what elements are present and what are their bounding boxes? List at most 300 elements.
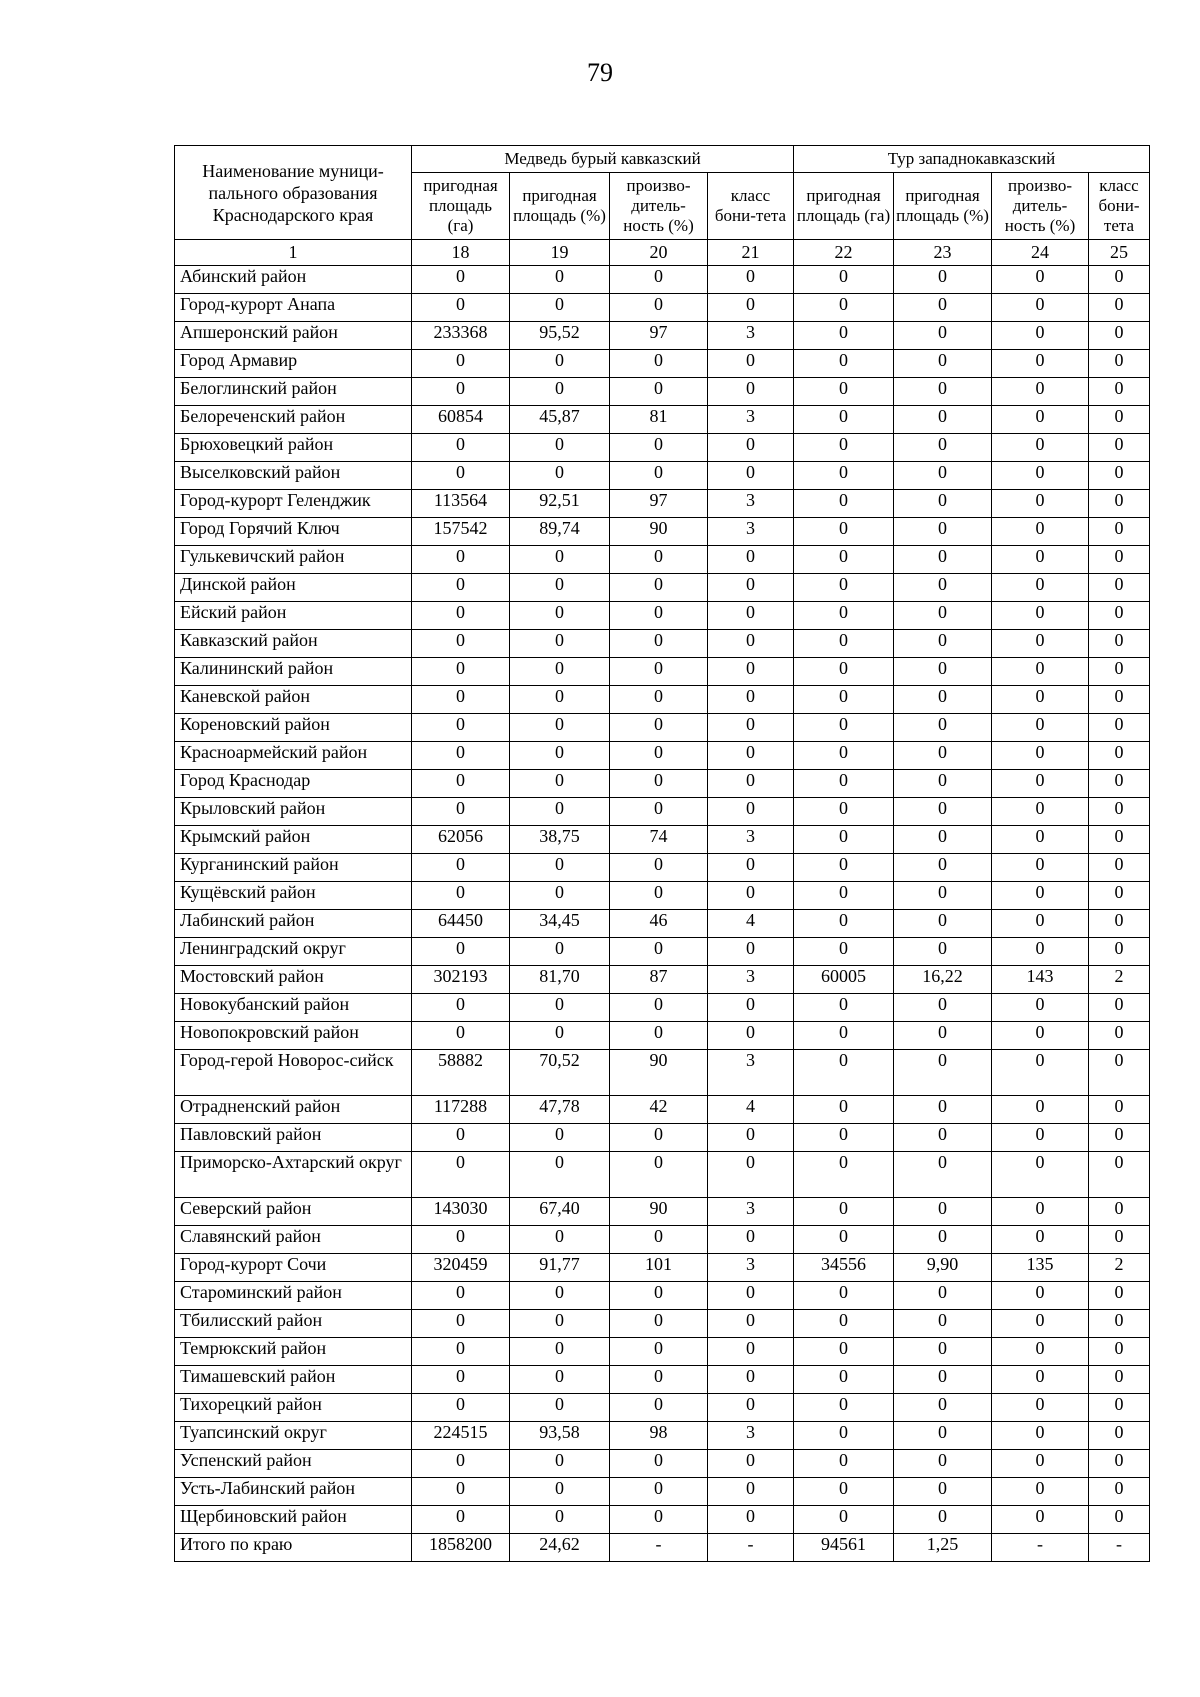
value-cell: 0	[794, 546, 894, 574]
value-cell: 0	[412, 602, 510, 630]
municipality-name: Новопокровский район	[175, 1022, 412, 1050]
value-cell: 0	[510, 854, 610, 882]
table-row	[175, 1254, 1150, 1282]
value-cell: 0	[894, 1422, 992, 1450]
value-cell: 0	[1089, 294, 1150, 322]
value-cell: 0	[610, 1310, 708, 1338]
value-cell: 42	[610, 1096, 708, 1124]
value-cell: 0	[992, 1022, 1089, 1050]
value-cell: 0	[610, 1282, 708, 1310]
value-cell: 0	[1089, 854, 1150, 882]
value-cell: 0	[1089, 1366, 1150, 1394]
table-row	[175, 294, 1150, 322]
value-cell: 34556	[794, 1254, 894, 1282]
value-cell: 0	[610, 378, 708, 406]
municipality-name: Абинский район	[175, 266, 412, 294]
value-cell: 0	[1089, 406, 1150, 434]
table-row	[175, 1096, 1150, 1124]
value-cell: 0	[992, 686, 1089, 714]
value-cell: 0	[510, 1310, 610, 1338]
value-cell: 89,74	[510, 518, 610, 546]
value-cell: 0	[412, 1022, 510, 1050]
value-cell: 4	[708, 1096, 794, 1124]
value-cell: 0	[610, 434, 708, 462]
value-cell: 0	[412, 1310, 510, 1338]
value-cell: 0	[794, 770, 894, 798]
subheader-tur-area-ha: пригодная площадь (га)	[794, 173, 894, 240]
value-cell: 0	[708, 714, 794, 742]
table-row	[175, 770, 1150, 798]
value-cell: 81	[610, 406, 708, 434]
table-row	[175, 1422, 1150, 1450]
municipality-name: Староминский район	[175, 1282, 412, 1310]
value-cell: 67,40	[510, 1198, 610, 1226]
value-cell: 90	[610, 1050, 708, 1096]
table-row	[175, 686, 1150, 714]
value-cell: 0	[992, 742, 1089, 770]
value-cell: 0	[1089, 798, 1150, 826]
value-cell: 0	[894, 910, 992, 938]
value-cell: 0	[1089, 742, 1150, 770]
value-cell: 0	[894, 1198, 992, 1226]
value-cell: 0	[794, 518, 894, 546]
table-row	[175, 266, 1150, 294]
value-cell: 0	[1089, 602, 1150, 630]
value-cell: 0	[1089, 994, 1150, 1022]
value-cell: 0	[412, 1226, 510, 1254]
table-row	[175, 994, 1150, 1022]
value-cell: 0	[992, 1422, 1089, 1450]
table-row	[175, 406, 1150, 434]
table-row	[175, 1226, 1150, 1254]
municipality-name: Тбилисский район	[175, 1310, 412, 1338]
value-cell: 0	[610, 294, 708, 322]
value-cell: 0	[708, 378, 794, 406]
value-cell: 0	[992, 1096, 1089, 1124]
municipality-name: Мостовский район	[175, 966, 412, 994]
value-cell: 92,51	[510, 490, 610, 518]
value-cell: 0	[510, 1226, 610, 1254]
value-cell: 0	[992, 994, 1089, 1022]
value-cell: 16,22	[894, 966, 992, 994]
value-cell: 0	[794, 686, 894, 714]
value-cell: 0	[992, 350, 1089, 378]
value-cell: 0	[708, 1226, 794, 1254]
value-cell: 0	[412, 630, 510, 658]
value-cell: 0	[1089, 546, 1150, 574]
municipality-name: Гулькевичский район	[175, 546, 412, 574]
municipality-name: Приморско-Ахтарский округ	[175, 1152, 412, 1198]
value-cell: 0	[708, 630, 794, 658]
value-cell: 0	[992, 1226, 1089, 1254]
table-row	[175, 490, 1150, 518]
value-cell: 0	[1089, 686, 1150, 714]
value-cell: 0	[992, 1152, 1089, 1198]
value-cell: 0	[992, 1366, 1089, 1394]
municipality-name: Павловский район	[175, 1124, 412, 1152]
value-cell: 0	[610, 1152, 708, 1198]
table-row	[175, 882, 1150, 910]
value-cell: 0	[412, 1506, 510, 1534]
value-cell: 0	[610, 1394, 708, 1422]
value-cell: 0	[894, 1124, 992, 1152]
municipality-name: Брюховецкий район	[175, 434, 412, 462]
value-cell: 0	[610, 546, 708, 574]
value-cell: 0	[510, 686, 610, 714]
value-cell: 0	[1089, 574, 1150, 602]
column-number: 22	[794, 240, 894, 266]
municipality-header: Наименование муници-пального образования Краснодарского края	[175, 146, 412, 240]
table-row	[175, 322, 1150, 350]
value-cell: 0	[794, 994, 894, 1022]
value-cell: 0	[1089, 1394, 1150, 1422]
value-cell: 0	[894, 378, 992, 406]
value-cell: 0	[708, 1152, 794, 1198]
value-cell: 0	[412, 378, 510, 406]
municipality-name: Отрадненский район	[175, 1096, 412, 1124]
value-cell: 0	[412, 350, 510, 378]
value-cell: 3	[708, 406, 794, 434]
value-cell: 0	[610, 1338, 708, 1366]
value-cell: 95,52	[510, 322, 610, 350]
table-row	[175, 798, 1150, 826]
table-row	[175, 1338, 1150, 1366]
value-cell: 0	[1089, 714, 1150, 742]
value-cell: 0	[412, 266, 510, 294]
column-number: 21	[708, 240, 794, 266]
value-cell: 0	[794, 854, 894, 882]
municipality-name: Щербиновский район	[175, 1506, 412, 1534]
municipality-name: Выселковский район	[175, 462, 412, 490]
value-cell: 0	[1089, 770, 1150, 798]
value-cell: 0	[1089, 1450, 1150, 1478]
value-cell: 0	[1089, 1022, 1150, 1050]
table-row	[175, 1022, 1150, 1050]
value-cell: 0	[510, 574, 610, 602]
value-cell: 0	[610, 1226, 708, 1254]
table-row	[175, 910, 1150, 938]
value-cell: 0	[708, 574, 794, 602]
value-cell: 0	[894, 658, 992, 686]
value-cell: 0	[894, 1282, 992, 1310]
value-cell: 0	[510, 294, 610, 322]
value-cell: 0	[1089, 322, 1150, 350]
value-cell: 0	[708, 1022, 794, 1050]
value-cell: 3	[708, 1198, 794, 1226]
value-cell: 4	[708, 910, 794, 938]
value-cell: 0	[708, 742, 794, 770]
column-number: 20	[610, 240, 708, 266]
value-cell: 0	[894, 546, 992, 574]
value-cell: 0	[1089, 1198, 1150, 1226]
municipality-name: Город-курорт Геленджик	[175, 490, 412, 518]
habitat-table	[174, 145, 1150, 1562]
value-cell: 0	[992, 854, 1089, 882]
municipality-name: Каневской район	[175, 686, 412, 714]
value-cell: 0	[708, 770, 794, 798]
value-cell: 0	[894, 434, 992, 462]
value-cell: 0	[412, 742, 510, 770]
municipality-name: Кореновский район	[175, 714, 412, 742]
municipality-name: Калининский район	[175, 658, 412, 686]
value-cell: 143	[992, 966, 1089, 994]
value-cell: 0	[708, 658, 794, 686]
municipality-name: Лабинский район	[175, 910, 412, 938]
column-number-row	[175, 240, 1150, 266]
value-cell: 0	[412, 994, 510, 1022]
value-cell: 0	[794, 1022, 894, 1050]
value-cell: 60854	[412, 406, 510, 434]
municipality-name: Новокубанский район	[175, 994, 412, 1022]
table-row	[175, 1282, 1150, 1310]
value-cell: 0	[610, 1022, 708, 1050]
value-cell: 0	[708, 882, 794, 910]
table-row	[175, 1478, 1150, 1506]
value-cell: 0	[510, 1366, 610, 1394]
value-cell: 0	[794, 1366, 894, 1394]
value-cell: 113564	[412, 490, 510, 518]
value-cell: 0	[412, 714, 510, 742]
value-cell: 0	[1089, 658, 1150, 686]
value-cell: 0	[794, 1050, 894, 1096]
subheader-bear-bonitet: класс бони-тета	[708, 173, 794, 240]
value-cell: 3	[708, 966, 794, 994]
value-cell: 94561	[794, 1534, 894, 1562]
municipality-name: Город-герой Новорос-сийск	[175, 1050, 412, 1096]
value-cell: 101	[610, 1254, 708, 1282]
value-cell: 2	[1089, 966, 1150, 994]
table-row	[175, 518, 1150, 546]
value-cell: 0	[412, 1450, 510, 1478]
value-cell: 0	[894, 1366, 992, 1394]
subheader-bear-area-pct: пригодная площадь (%)	[510, 173, 610, 240]
value-cell: 0	[1089, 1282, 1150, 1310]
value-cell: 0	[412, 938, 510, 966]
value-cell: 0	[510, 714, 610, 742]
value-cell: 0	[510, 546, 610, 574]
municipality-name: Город-курорт Анапа	[175, 294, 412, 322]
table-row	[175, 434, 1150, 462]
value-cell: 0	[894, 322, 992, 350]
value-cell: 34,45	[510, 910, 610, 938]
value-cell: 0	[510, 266, 610, 294]
value-cell: 0	[992, 714, 1089, 742]
value-cell: 0	[610, 1124, 708, 1152]
value-cell: 0	[610, 938, 708, 966]
value-cell: 0	[1089, 378, 1150, 406]
value-cell: 0	[610, 854, 708, 882]
value-cell: 0	[794, 1478, 894, 1506]
value-cell: 0	[794, 1450, 894, 1478]
table-row	[175, 350, 1150, 378]
value-cell: 0	[708, 350, 794, 378]
value-cell: 0	[610, 770, 708, 798]
value-cell: 0	[708, 266, 794, 294]
table-row	[175, 574, 1150, 602]
value-cell: 0	[510, 658, 610, 686]
municipality-name: Динской район	[175, 574, 412, 602]
value-cell: 0	[412, 546, 510, 574]
value-cell: 224515	[412, 1422, 510, 1450]
value-cell: 0	[894, 1050, 992, 1096]
municipality-name: Ленинградский округ	[175, 938, 412, 966]
table-row	[175, 1050, 1150, 1096]
value-cell: 0	[412, 1366, 510, 1394]
value-cell: 0	[708, 938, 794, 966]
value-cell: 0	[708, 602, 794, 630]
value-cell: 0	[794, 1282, 894, 1310]
value-cell: 0	[610, 658, 708, 686]
value-cell: 0	[894, 1226, 992, 1254]
value-cell: 0	[794, 462, 894, 490]
value-cell: 0	[1089, 266, 1150, 294]
value-cell: 0	[894, 826, 992, 854]
value-cell: 0	[1089, 518, 1150, 546]
value-cell: 0	[992, 826, 1089, 854]
value-cell: 135	[992, 1254, 1089, 1282]
value-cell: 0	[894, 1394, 992, 1422]
value-cell: 0	[412, 658, 510, 686]
value-cell: 3	[708, 1254, 794, 1282]
value-cell: 0	[510, 1282, 610, 1310]
value-cell: 60005	[794, 966, 894, 994]
value-cell: 0	[610, 742, 708, 770]
value-cell: 0	[794, 1198, 894, 1226]
value-cell: 0	[992, 546, 1089, 574]
table-row	[175, 1152, 1150, 1198]
value-cell: 0	[1089, 1226, 1150, 1254]
municipality-name: Тимашевский район	[175, 1366, 412, 1394]
value-cell: 0	[510, 1450, 610, 1478]
table-row	[175, 1124, 1150, 1152]
value-cell: 0	[610, 1506, 708, 1534]
value-cell: 0	[610, 630, 708, 658]
value-cell: 0	[510, 1124, 610, 1152]
municipality-name: Красноармейский район	[175, 742, 412, 770]
value-cell: 0	[794, 266, 894, 294]
value-cell: 0	[1089, 826, 1150, 854]
value-cell: 0	[510, 882, 610, 910]
table-row	[175, 854, 1150, 882]
value-cell: 0	[412, 798, 510, 826]
column-number: 19	[510, 240, 610, 266]
municipality-name: Крыловский район	[175, 798, 412, 826]
municipality-name: Город Армавир	[175, 350, 412, 378]
value-cell: 2	[1089, 1254, 1150, 1282]
value-cell: 302193	[412, 966, 510, 994]
value-cell: 0	[412, 434, 510, 462]
value-cell: 0	[992, 378, 1089, 406]
value-cell: 0	[794, 574, 894, 602]
value-cell: 38,75	[510, 826, 610, 854]
table-row	[175, 1366, 1150, 1394]
value-cell: 0	[412, 770, 510, 798]
value-cell: 0	[992, 910, 1089, 938]
value-cell: 0	[992, 1394, 1089, 1422]
value-cell: 24,62	[510, 1534, 610, 1562]
value-cell: 0	[894, 602, 992, 630]
value-cell: 0	[992, 1450, 1089, 1478]
column-number: 25	[1089, 240, 1150, 266]
value-cell: 0	[708, 1338, 794, 1366]
value-cell: 0	[794, 406, 894, 434]
value-cell: 0	[794, 434, 894, 462]
municipality-name: Успенский район	[175, 1450, 412, 1478]
value-cell: 0	[510, 994, 610, 1022]
municipality-name: Итого по краю	[175, 1534, 412, 1562]
value-cell: 0	[1089, 1310, 1150, 1338]
value-cell: 0	[708, 1506, 794, 1534]
value-cell: 0	[1089, 1050, 1150, 1096]
value-cell: 0	[992, 266, 1089, 294]
value-cell: 0	[992, 602, 1089, 630]
value-cell: 0	[794, 350, 894, 378]
subheader-bear-area-ha: пригодная площадь (га)	[412, 173, 510, 240]
value-cell: 0	[992, 630, 1089, 658]
table-row	[175, 658, 1150, 686]
value-cell: 0	[510, 1506, 610, 1534]
value-cell: 0	[894, 266, 992, 294]
value-cell: 0	[794, 938, 894, 966]
value-cell: -	[1089, 1534, 1150, 1562]
value-cell: 58882	[412, 1050, 510, 1096]
table-row	[175, 1506, 1150, 1534]
value-cell: 0	[1089, 910, 1150, 938]
value-cell: 0	[794, 322, 894, 350]
value-cell: 0	[894, 854, 992, 882]
value-cell: 0	[510, 1338, 610, 1366]
value-cell: 74	[610, 826, 708, 854]
value-cell: 46	[610, 910, 708, 938]
value-cell: 0	[894, 1152, 992, 1198]
value-cell: 0	[992, 882, 1089, 910]
value-cell: 1858200	[412, 1534, 510, 1562]
value-cell: 0	[610, 602, 708, 630]
subheader-bear-productivity: произво-дитель-ность (%)	[610, 173, 708, 240]
value-cell: 0	[794, 294, 894, 322]
value-cell: 0	[1089, 1152, 1150, 1198]
value-cell: 0	[610, 1450, 708, 1478]
value-cell: 0	[1089, 1506, 1150, 1534]
value-cell: -	[610, 1534, 708, 1562]
column-number: 1	[175, 240, 412, 266]
value-cell: 0	[992, 1338, 1089, 1366]
value-cell: 0	[992, 490, 1089, 518]
value-cell: 0	[894, 630, 992, 658]
value-cell: 0	[794, 630, 894, 658]
value-cell: 0	[992, 322, 1089, 350]
value-cell: 0	[992, 406, 1089, 434]
column-number: 18	[412, 240, 510, 266]
value-cell: 0	[412, 1124, 510, 1152]
value-cell: 0	[708, 1282, 794, 1310]
value-cell: 0	[894, 1450, 992, 1478]
value-cell: 0	[1089, 938, 1150, 966]
value-cell: 0	[510, 630, 610, 658]
table-row	[175, 1198, 1150, 1226]
value-cell: -	[992, 1534, 1089, 1562]
value-cell: 0	[992, 294, 1089, 322]
value-cell: 0	[794, 882, 894, 910]
value-cell: 0	[1089, 434, 1150, 462]
value-cell: 0	[894, 770, 992, 798]
value-cell: 0	[708, 854, 794, 882]
value-cell: 0	[610, 994, 708, 1022]
value-cell: 0	[412, 294, 510, 322]
value-cell: 0	[708, 994, 794, 1022]
value-cell: 0	[708, 1124, 794, 1152]
column-number: 24	[992, 240, 1089, 266]
